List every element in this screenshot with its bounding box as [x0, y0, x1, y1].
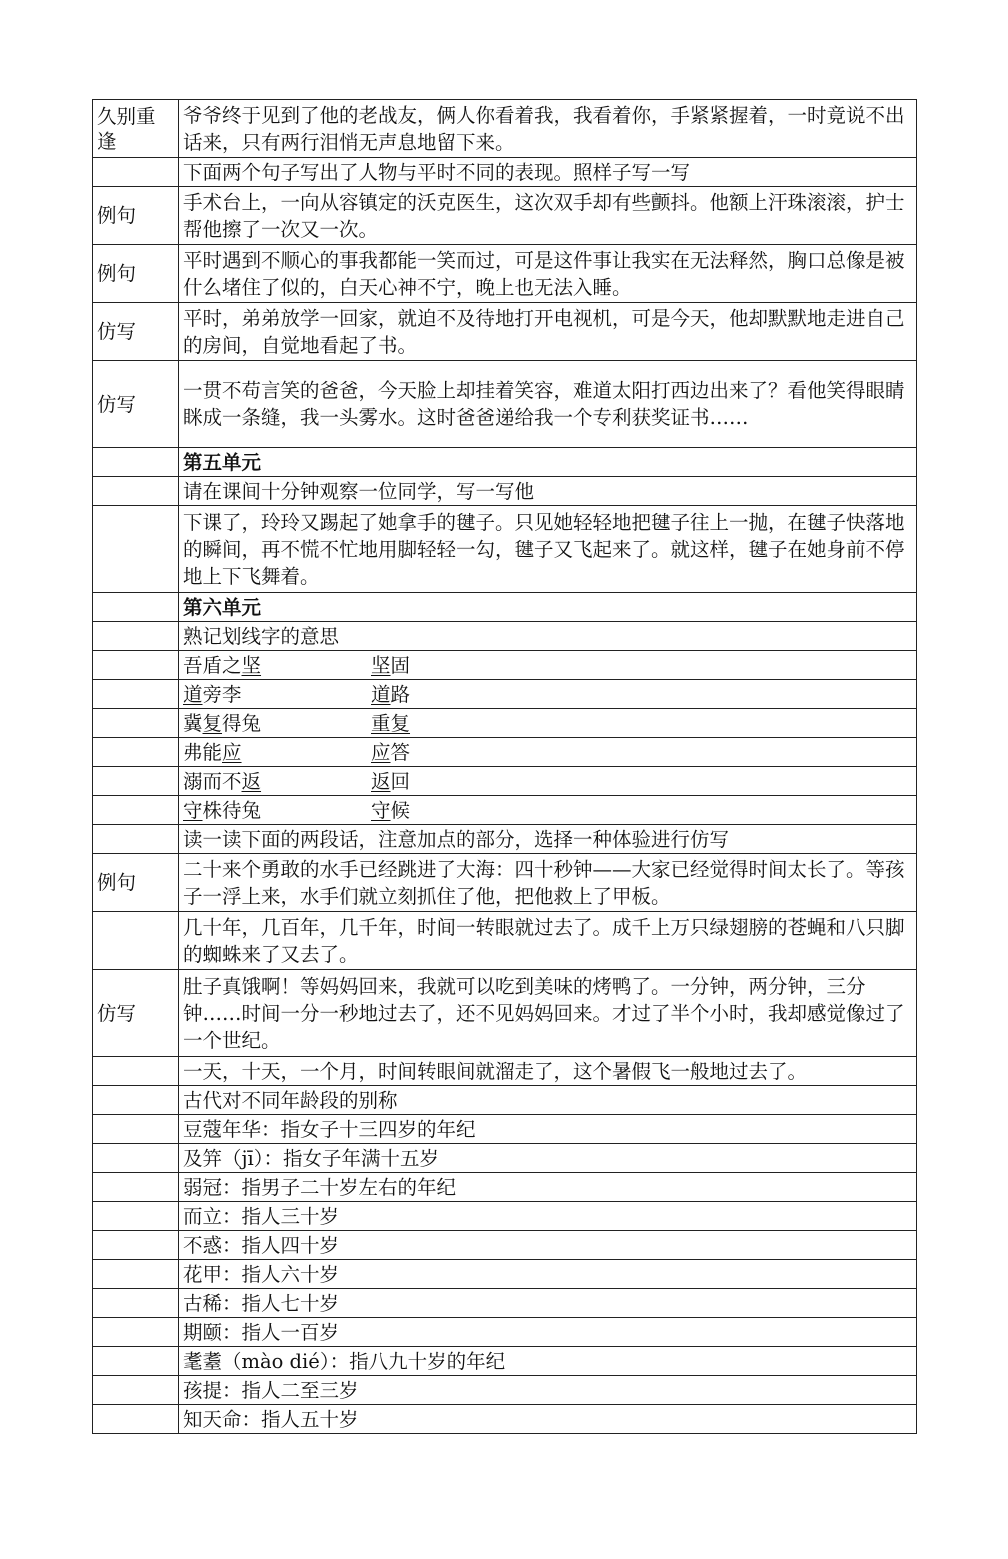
- word-row: [179, 709, 917, 738]
- row-label: [93, 593, 179, 622]
- row-label: [93, 622, 179, 651]
- age-term: 知天命：指人五十岁: [179, 1405, 917, 1434]
- table-row: [93, 1202, 917, 1231]
- row-text: 一天，十天，一个月，时间转眼间就溜走了，这个暑假飞一般地过去了。: [179, 1057, 917, 1086]
- row-label: [93, 1231, 179, 1260]
- word-phrase: 道旁李: [183, 682, 242, 706]
- row-text: 手术台上，一向从容镇定的沃克医生，这次双手却有些颤抖。他额上汗珠滚滚，护士帮他擦了一次又一次。: [179, 187, 917, 245]
- word-meaning: 坚: [371, 653, 391, 677]
- table-row: [93, 477, 917, 506]
- table-row: [93, 1086, 917, 1115]
- table-row: [93, 1260, 917, 1289]
- table-row: [93, 506, 917, 593]
- row-label: [93, 1057, 179, 1086]
- word-row: 弗能应 应答: [179, 738, 917, 767]
- row-text: 平时，弟弟放学一回家，就迫不及待地打开电视机，可是今天，他却默默地走进自己的房间，自觉地看起了书。: [179, 303, 917, 361]
- word-meaning: 守: [371, 798, 391, 822]
- table-row: [93, 1173, 917, 1202]
- section-heading: 读一读下面的两段话，注意加点的部分，选择一种体验进行仿写: [179, 825, 917, 854]
- table-row: [93, 593, 917, 622]
- age-term: 孩提：指人二至三岁: [179, 1376, 917, 1405]
- table-row: [93, 796, 917, 825]
- row-label: [93, 738, 179, 767]
- underlined-char: 复: [202, 711, 223, 735]
- underlined-char: 返: [241, 769, 262, 793]
- word-phrase: 守株待兔: [183, 798, 262, 822]
- row-label: 例句: [93, 187, 179, 245]
- table-row: [93, 187, 917, 245]
- row-label: [93, 680, 179, 709]
- table-row: [93, 1405, 917, 1434]
- age-term: 期颐：指人一百岁: [179, 1318, 917, 1347]
- word-row: 吾盾之坚 坚固: [179, 651, 917, 680]
- row-label: [93, 1115, 179, 1144]
- unit-title: 第五单元: [179, 448, 917, 477]
- unit-title: 第六单元: [179, 593, 917, 622]
- row-label: [93, 1173, 179, 1202]
- notes-table: [92, 99, 917, 1434]
- section-heading: 请在课间十分钟观察一位同学，写一写他: [179, 477, 917, 506]
- word-meaning: 应: [371, 740, 391, 764]
- row-label: [93, 158, 179, 187]
- age-term: 弱冠：指男子二十岁左右的年纪: [179, 1173, 917, 1202]
- table-row: [93, 1318, 917, 1347]
- table-row: [93, 1115, 917, 1144]
- word-phrase: 弗能应: [183, 740, 242, 764]
- word-meaning: 道: [371, 682, 391, 706]
- table-row: [93, 854, 917, 912]
- word-phrase: 吾盾之坚: [183, 653, 262, 677]
- table-row: [93, 303, 917, 361]
- row-label: [93, 1202, 179, 1231]
- row-label: [93, 1260, 179, 1289]
- row-label: [93, 767, 179, 796]
- row-label: [93, 912, 179, 970]
- table-row: [93, 245, 917, 303]
- table-row: [93, 738, 917, 767]
- underlined-char: 守: [183, 798, 203, 822]
- age-term: 豆蔻年华：指女子十三四岁的年纪: [179, 1115, 917, 1144]
- table-row: [93, 767, 917, 796]
- table-row: [93, 825, 917, 854]
- section-heading: 古代对不同年龄段的别称: [179, 1086, 917, 1115]
- age-term: 耄耋（mào dié）：指八九十岁的年纪: [179, 1347, 917, 1376]
- row-label: 仿写: [93, 361, 179, 448]
- section-heading: 下面两个句子写出了人物与平时不同的表现。照样子写一写: [179, 158, 917, 187]
- word-row: 溺而不返 返回: [179, 767, 917, 796]
- row-text: 二十来个勇敢的水手已经跳进了大海：四十秒钟——大家已经觉得时间太长了。等孩子一浮上来，水手们就立刻抓住了他，把他救上了甲板。: [179, 854, 917, 912]
- row-label: [93, 1289, 179, 1318]
- row-text: 平时遇到不顺心的事我都能一笑而过，可是这件事让我实在无法释然，胸口总像是被什么堵住了似的，白天心神不宁，晚上也无法入睡。: [179, 245, 917, 303]
- table-row: [93, 1376, 917, 1405]
- row-label: [93, 709, 179, 738]
- row-label: [93, 1318, 179, 1347]
- row-label: 仿写: [93, 303, 179, 361]
- table-row: [93, 622, 917, 651]
- table-row: [93, 912, 917, 970]
- word-row: 道旁李 道路: [179, 680, 917, 709]
- row-label: [93, 1405, 179, 1434]
- table-row: [93, 1347, 917, 1376]
- age-term: 古稀：指人七十岁: [179, 1289, 917, 1318]
- underlined-char: 应: [222, 740, 242, 764]
- word-phrase: 冀复得兔: [183, 711, 262, 735]
- row-label: [93, 796, 179, 825]
- row-text: 爷爷终于见到了他的老战友，俩人你看着我，我看着你，手紧紧握着，一时竟说不出话来，只有两行泪悄无声息地留下来。: [179, 100, 917, 158]
- age-term: 及笄（jī）：指女子年满十五岁: [179, 1144, 917, 1173]
- row-label: [93, 651, 179, 680]
- word-meaning: 重复: [371, 711, 411, 735]
- row-label: [93, 448, 179, 477]
- row-label: [93, 1144, 179, 1173]
- table-row: [93, 680, 917, 709]
- table-row: [93, 1231, 917, 1260]
- row-label: [93, 1376, 179, 1405]
- row-label: [93, 1086, 179, 1115]
- table-row: [93, 651, 917, 680]
- table-row: [93, 100, 917, 158]
- table-row: [93, 158, 917, 187]
- table-row: [93, 448, 917, 477]
- table-row: [93, 1289, 917, 1318]
- underlined-char: 道: [183, 682, 203, 706]
- row-label: 例句: [93, 245, 179, 303]
- row-label: 仿写: [93, 970, 179, 1057]
- word-row: 守株待兔 守候: [179, 796, 917, 825]
- row-label: [93, 477, 179, 506]
- age-term: 花甲：指人六十岁: [179, 1260, 917, 1289]
- table-row: [93, 1057, 917, 1086]
- underlined-char: 坚: [241, 653, 262, 677]
- row-label: [93, 506, 179, 593]
- row-label: 例句: [93, 854, 179, 912]
- row-text: 一贯不苟言笑的爸爸，今天脸上却挂着笑容，难道太阳打西边出来了？看他笑得眼睛眯成一条缝，我一头雾水。这时爸爸递给我一个专利获奖证书……: [179, 361, 917, 448]
- row-label: [93, 1347, 179, 1376]
- table-row: [93, 970, 917, 1057]
- table-row: [93, 709, 917, 738]
- table-row: [93, 1144, 917, 1173]
- word-phrase: 溺而不返: [183, 769, 262, 793]
- row-text: 下课了，玲玲又踢起了她拿手的毽子。只见她轻轻地把毽子往上一抛，在毽子快落地的瞬间，再不慌不忙地用脚轻轻一勾，毽子又飞起来了。就这样，毽子在她身前不停地上下飞舞着。: [179, 506, 917, 593]
- word-meaning: 返: [371, 769, 391, 793]
- section-heading: 熟记划线字的意思: [179, 622, 917, 651]
- age-term: 而立：指人三十岁: [179, 1202, 917, 1231]
- age-term: 不惑：指人四十岁: [179, 1231, 917, 1260]
- table-row: [93, 361, 917, 448]
- row-text: 肚子真饿啊！等妈妈回来，我就可以吃到美味的烤鸭了。一分钟，两分钟，三分钟……时间一分一秒地过去了，还不见妈妈回来。才过了半个小时，我却感觉像过了一个世纪。: [179, 970, 917, 1057]
- row-text: 几十年，几百年，几千年，时间一转眼就过去了。成千上万只绿翅膀的苍蝇和八只脚的蜘蛛来了又去了。: [179, 912, 917, 970]
- row-label: 久别重逢: [93, 100, 179, 158]
- row-label: [93, 825, 179, 854]
